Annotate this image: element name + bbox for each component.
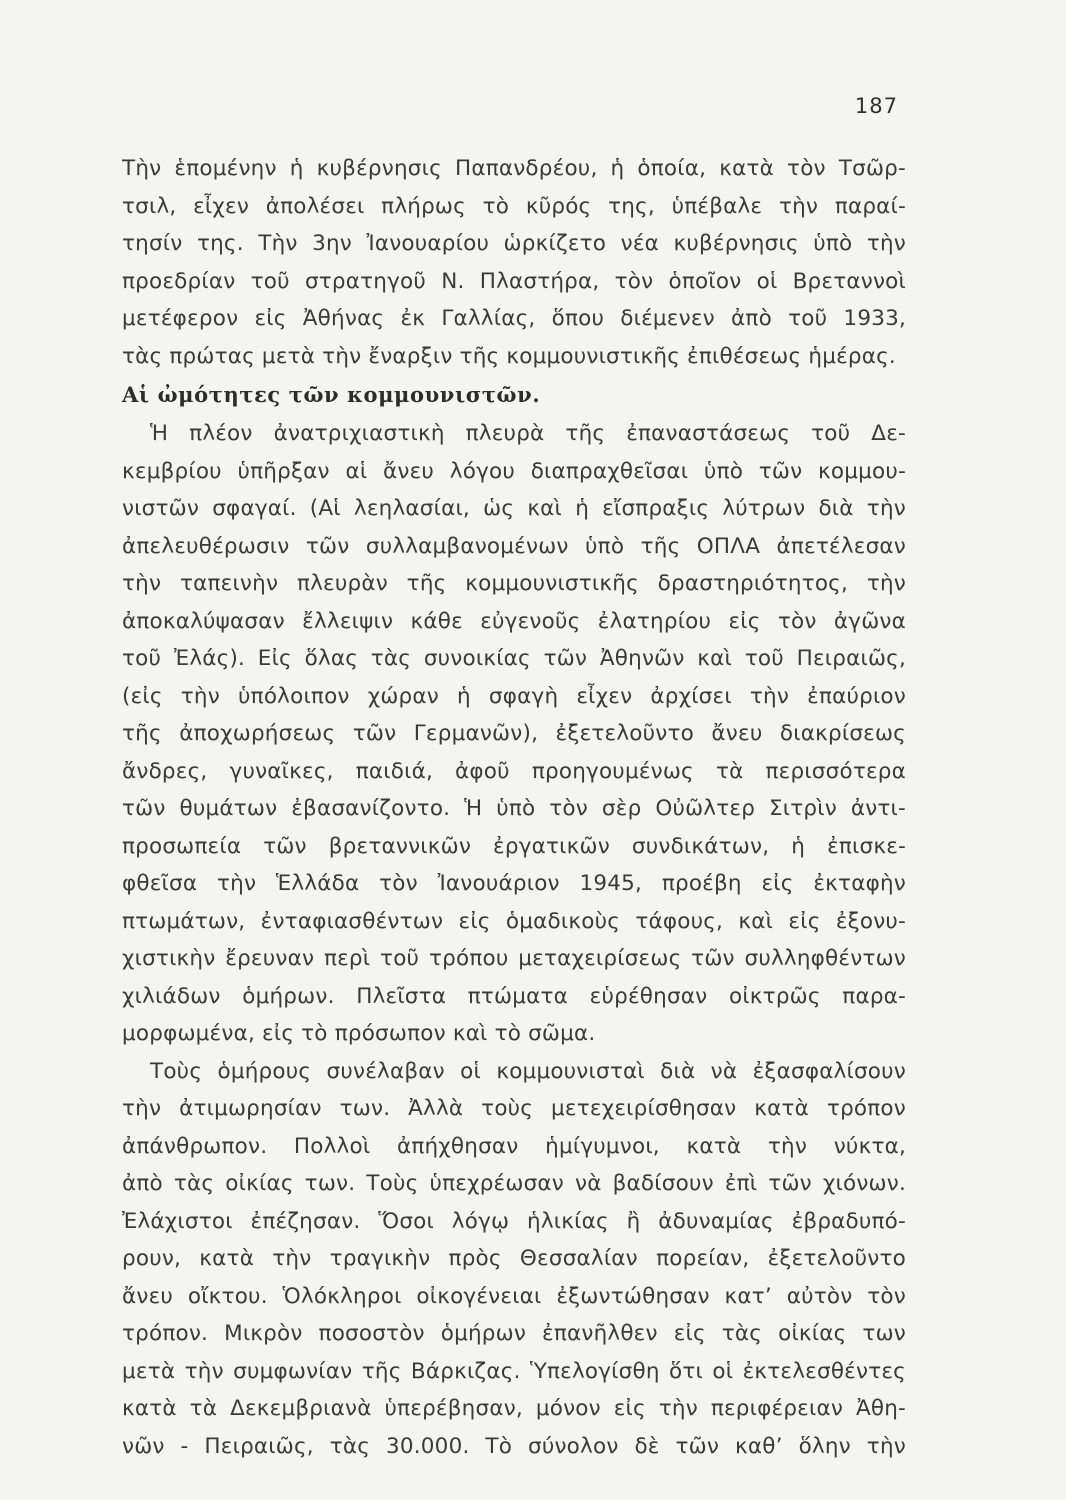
text-line: ἄνευ οἴκτου. Ὁλόκληροι οἰκογένειαι ἐξωντώθησαν κατ’ αὐτὸν τὸν (122, 1283, 906, 1309)
text-line: νιστῶν σφαγαί. (Αἱ λεηλασίαι, ὡς καὶ ἡ εἴσπραξις λύτρων διὰ τὴν (122, 496, 906, 521)
text-line: προεδρίαν τοῦ στρατηγοῦ Ν. Πλαστήρα, τὸν ὁποῖον οἱ Βρεταννοὶ (122, 268, 906, 294)
text-line: Τὴν ἑπομένην ἡ κυβέρνησις Παπανδρέου, ἡ ὁποία, κατὰ τὸν Τσῶρ- (122, 156, 906, 181)
text-line: κατὰ τὰ Δεκεμβριανὰ ὑπερέβησαν, μόνον εἰς τὴν περιφέρειαν Ἀθη- (122, 1396, 906, 1421)
text-line: τῶν θυμάτων ἐβασανίζοντο. Ἡ ὑπὸ τὸν σὲρ Οὐῶλτερ Σιτρὶν ἀντι- (122, 796, 906, 821)
text-line: προσωπεία τῶν βρεταννικῶν ἐργατικῶν συνδικάτων, ἡ ἐπισκε- (122, 833, 906, 859)
text-line: τὴν ἀτιμωρησίαν των. Ἀλλὰ τοὺς μετεχειρίσθησαν κατὰ τρόπον (122, 1096, 906, 1121)
text-line: ἀπελευθέρωσιν τῶν συλλαμβανομένων ὑπὸ τῆς ΟΠΛΑ ἀπετέλεσαν (122, 533, 906, 559)
text-line: Τοὺς ὁμήρους συνέλαβαν οἱ κομμουνισταὶ διὰ νὰ ἐξασφαλίσουν (150, 1058, 906, 1084)
text-line: τσιλ, εἶχεν ἀπολέσει πλήρως τὸ κῦρός της, ὑπέβαλε τὴν παραί- (122, 193, 906, 219)
text-line: τὴν ταπεινὴν πλευρὰν τῆς κομμουνιστικῆς δραστηριότητος, τὴν (122, 571, 906, 596)
text-line: χιστικὴν ἔρευναν περὶ τοῦ τρόπου μεταχειρίσεως τῶν συλληφθέντων (122, 946, 906, 971)
text-line: μετὰ τὴν συμφωνίαν τῆς Βάρκιζας. Ὑπελογίσθη ὅτι οἱ ἐκτελεσθέντες (122, 1358, 906, 1384)
text-line: τὰς πρώτας μετὰ τὴν ἔναρξιν τῆς κομμουνιστικῆς ἐπιθέσεως ἡμέρας. (122, 343, 896, 369)
text-line: ἀποκαλύψασαν ἔλλειψιν κάθε εὐγενοῦς ἐλατηρίου εἰς τὸν ἀγῶνα (122, 608, 906, 634)
text-line: τησίν της. Τὴν 3ην Ἰανουαρίου ὡρκίζετο νέα κυβέρνησις ὑπὸ τὴν (122, 231, 906, 256)
section-heading: Αἱ ὠμότητες τῶν κομμουνιστῶν. (122, 382, 541, 407)
text-line: τρόπον. Μικρὸν ποσοστὸν ὁμήρων ἐπανῆλθεν εἰς τὰς οἰκίας των (122, 1321, 906, 1346)
text-line: Ἡ πλέον ἀνατριχιαστικὴ πλευρὰ τῆς ἐπαναστάσεως τοῦ Δε- (150, 421, 906, 446)
text-line: κεμβρίου ὑπῆρξαν αἱ ἄνευ λόγου διαπραχθεῖσαι ὑπὸ τῶν κομμου- (122, 458, 906, 484)
page-number: 187 (854, 94, 898, 118)
text-line: μετέφερον εἰς Ἀθήνας ἐκ Γαλλίας, ὅπου διέμενεν ἀπὸ τοῦ 1933, (122, 306, 906, 331)
text-line: τοῦ Ἐλάς). Εἰς ὅλας τὰς συνοικίας τῶν Ἀθηνῶν καὶ τοῦ Πειραιῶς, (122, 646, 906, 671)
text-line: χιλιάδων ὁμήρων. Πλεῖστα πτώματα εὑρέθησαν οἰκτρῶς παρα- (122, 983, 906, 1009)
body-text (122, 150, 906, 1465)
text-line: πτωμάτων, ἐνταφιασθέντων εἰς ὁμαδικοὺς τάφους, καὶ εἰς ἐξονυ- (122, 908, 906, 934)
text-line: νῶν - Πειραιῶς, τὰς 30.000. Τὸ σύνολον δὲ τῶν καθ’ ὅλην τὴν (122, 1433, 906, 1459)
text-line: ρουν, κατὰ τὴν τραγικὴν πρὸς Θεσσαλίαν πορείαν, ἐξετελοῦντο (122, 1246, 906, 1271)
text-line: φθεῖσα τὴν Ἑλλάδα τὸν Ἰανουάριον 1945, προέβη εἰς ἐκταφὴν (122, 871, 906, 896)
text-line: Ἐλάχιστοι ἐπέζησαν. Ὅσοι λόγῳ ἡλικίας ἢ ἀδυναμίας ἐβραδυπό- (122, 1208, 906, 1234)
text-line: ἄνδρες, γυναῖκες, παιδιά, ἀφοῦ προηγουμένως τὰ περισσότερα (122, 758, 906, 784)
text-line: ἀπὸ τὰς οἰκίας των. Τοὺς ὑπεχρέωσαν νὰ βαδίσουν ἐπὶ τῶν χιόνων. (122, 1171, 906, 1196)
text-line: μορφωμένα, εἰς τὸ πρόσωπον καὶ τὸ σῶμα. (122, 1021, 596, 1046)
text-line: (εἰς τὴν ὑπόλοιπον χώραν ἡ σφαγὴ εἶχεν ἀρχίσει τὴν ἐπαύριον (122, 683, 906, 709)
text-line: ἀπάνθρωπον. Πολλοὶ ἀπήχθησαν ἡμίγυμνοι, κατὰ τὴν νύκτα, (122, 1133, 906, 1159)
text-line: τῆς ἀποχωρήσεως τῶν Γερμανῶν), ἐξετελοῦντο ἄνευ διακρίσεως (122, 721, 906, 746)
